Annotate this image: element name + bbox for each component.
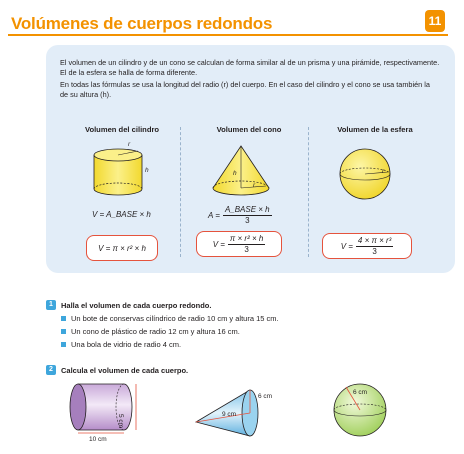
bullet-icon [61, 342, 66, 347]
cone-radius-label: 6 cm [258, 393, 273, 400]
bullet-icon [61, 316, 66, 321]
cylinder-height-label: h [145, 167, 149, 174]
sphere-radius-label: r [382, 168, 385, 175]
cylinder-height-label: 5 cm [117, 414, 124, 429]
list-item: Un bote de conservas cilíndrico de radio 10 cm y altura 15 cm. [61, 314, 279, 323]
exercise-number-badge: 2 [46, 365, 56, 375]
sphere-formula-box: V = $\frac{\text{4 × π × r³}}{3}$ [322, 233, 412, 259]
column-divider [180, 127, 181, 257]
intro-paragraph: El volumen de un cilindro y de un cono se calculan de forma similar al de un prisma y una pirámide, respectivamente. El de la esfera se halla de forma diferente. [60, 58, 440, 78]
cylinder-formula-box [86, 235, 158, 261]
cone-illustration [206, 143, 276, 198]
bullet-icon [61, 329, 66, 334]
cone-height-label: h [233, 170, 237, 177]
cylinder-formula-general: V = A_BASE × h [92, 210, 151, 219]
exercise-number-badge: 1 [46, 300, 56, 310]
sphere-radius-label: 6 cm [353, 389, 368, 396]
exercise-2-prompt: 2 Calcula el volumen de cada cuerpo. [46, 365, 188, 375]
page-number-badge: 11 [425, 10, 445, 32]
cone-formula-general: A = $\frac{\text{A\_BASE × h}}{3}$ [208, 205, 270, 225]
cylinder-heading: Volumen del cilindro [84, 125, 160, 134]
page-title: Volúmenes de cuerpos redondos [11, 14, 273, 33]
cylinder-formula: V = π × r² × h [98, 243, 146, 253]
cylinder-radius-label: r [128, 141, 131, 148]
theory-panel [46, 45, 455, 273]
exercise-1-prompt: 1 Halla el volumen de cada cuerpo redondo. [46, 300, 211, 310]
cone-heading: Volumen del cono [216, 125, 282, 134]
cone-formula-box: V = $\frac{\text{π × r² × h}}{3}$ [196, 231, 282, 257]
cone-radius-label: r [253, 182, 256, 189]
list-item: Una bola de vidrio de radio 4 cm. [61, 340, 181, 349]
list-item: Un cono de plástico de radio 12 cm y altura 16 cm. [61, 327, 240, 336]
column-divider [308, 127, 309, 257]
sphere-heading: Volumen de la esfera [337, 125, 413, 134]
exercise-cylinder-illustration [64, 378, 144, 438]
sphere-illustration [335, 147, 395, 203]
intro-text [60, 58, 440, 102]
intro-paragraph: En todas las fórmulas se usa la longitud del radio (r) del cuerpo. En el caso del cilindro y el cono se usa también la de su altura (h). [60, 79, 430, 100]
cone-length-label: 9 cm [222, 411, 237, 418]
cylinder-length-label: 10 cm [89, 436, 107, 443]
page-header [8, 8, 448, 36]
